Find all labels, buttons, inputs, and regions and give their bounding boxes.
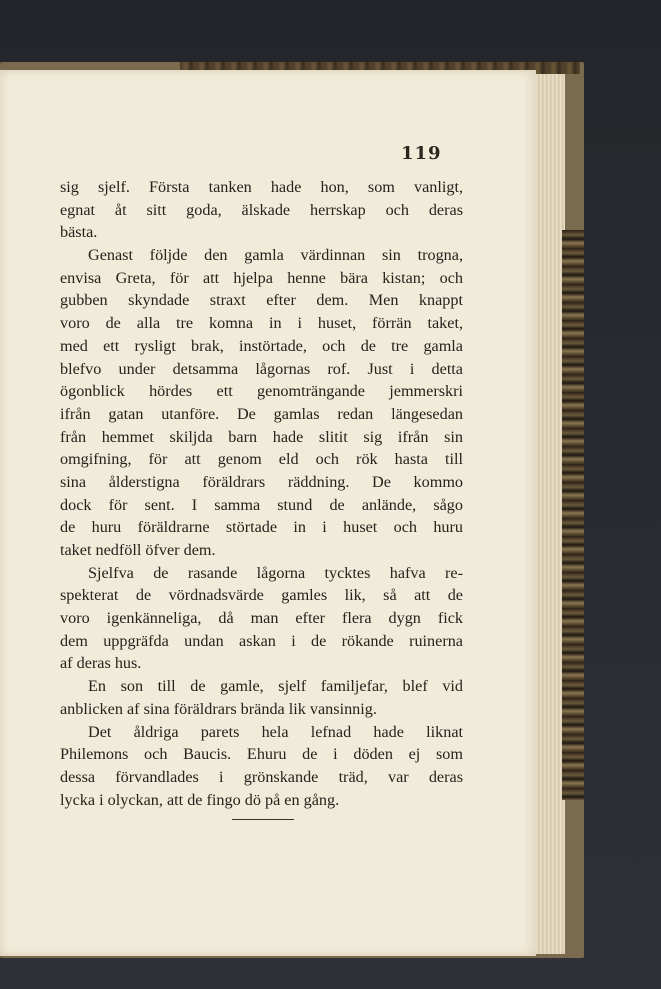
end-divider-rule bbox=[232, 819, 294, 820]
text-line: ifrån gatan utanföre. De gamlas redan längesedan bbox=[60, 404, 463, 423]
text-line: Philemons och Baucis. Ehuru de i döden ej som bbox=[60, 745, 463, 764]
text-line: dem uppgräfda undan askan i de rökande ruinerna bbox=[60, 631, 463, 650]
text-line: Genast följde den gamla värdinnan sin trogna, bbox=[88, 246, 463, 265]
text-line: af deras hus. bbox=[60, 654, 142, 673]
text-line: Sjelfva de rasande lågorna tycktes hafva re- bbox=[88, 563, 463, 582]
page-edges bbox=[532, 74, 565, 954]
text-line: spekterat de vördnadsvärde gamles lik, så att de bbox=[60, 586, 463, 605]
text-line: Det åldriga parets hela lefnad hade liknat bbox=[88, 722, 463, 741]
text-line: En son till de gamle, sjelf familjefar, blef vid bbox=[88, 677, 463, 696]
text-line: dock för sent. I samma stund de anlände, sågo bbox=[60, 495, 463, 514]
body-text bbox=[60, 176, 463, 811]
text-line: bästa. bbox=[60, 223, 98, 242]
text-line: sina ålderstigna föräldrars räddning. De kommo bbox=[60, 472, 463, 491]
text-line: egnat åt sitt goda, älskade herrskap och deras bbox=[60, 200, 463, 219]
text-line: ögonblick hördes ett genomträngande jemmerskri bbox=[60, 382, 463, 401]
text-line: de huru föräldrarne störtade in i huset och huru bbox=[60, 518, 463, 537]
text-line: från hemmet skiljda barn hade slitit sig ifrån sin bbox=[60, 427, 463, 446]
text-line: gubben skyndade straxt efter dem. Men knappt bbox=[60, 291, 463, 310]
text-line: taket nedföll öfver dem. bbox=[60, 541, 216, 559]
text-line: envisa Greta, för att hjelpa henne bära kistan; och bbox=[60, 268, 463, 287]
text-line: blefvo under detsamma lågornas rof. Just i detta bbox=[60, 359, 463, 378]
page-number: 119 bbox=[401, 143, 442, 164]
text-line: omgifning, för att genom eld och rök hasta till bbox=[60, 450, 463, 469]
text-line: lycka i olyckan, att de fingo dö på en gång. bbox=[60, 790, 340, 809]
marbled-cover-edge bbox=[562, 230, 584, 800]
text-line: anblicken af sina föräldrars brända lik vansinnig. bbox=[60, 699, 377, 718]
text-line: voro de alla tre komna in i huset, förrän taket, bbox=[60, 314, 463, 333]
text-line: dessa förvandlades i grönskande träd, var deras bbox=[60, 767, 463, 786]
text-line: med ett rysligt brak, instörtade, och de tre gamla bbox=[60, 336, 463, 355]
text-line: sig sjelf. Första tanken hade hon, som vanligt, bbox=[60, 178, 463, 196]
text-line: voro igenkänneliga, då man efter flera dygn fick bbox=[60, 609, 463, 628]
